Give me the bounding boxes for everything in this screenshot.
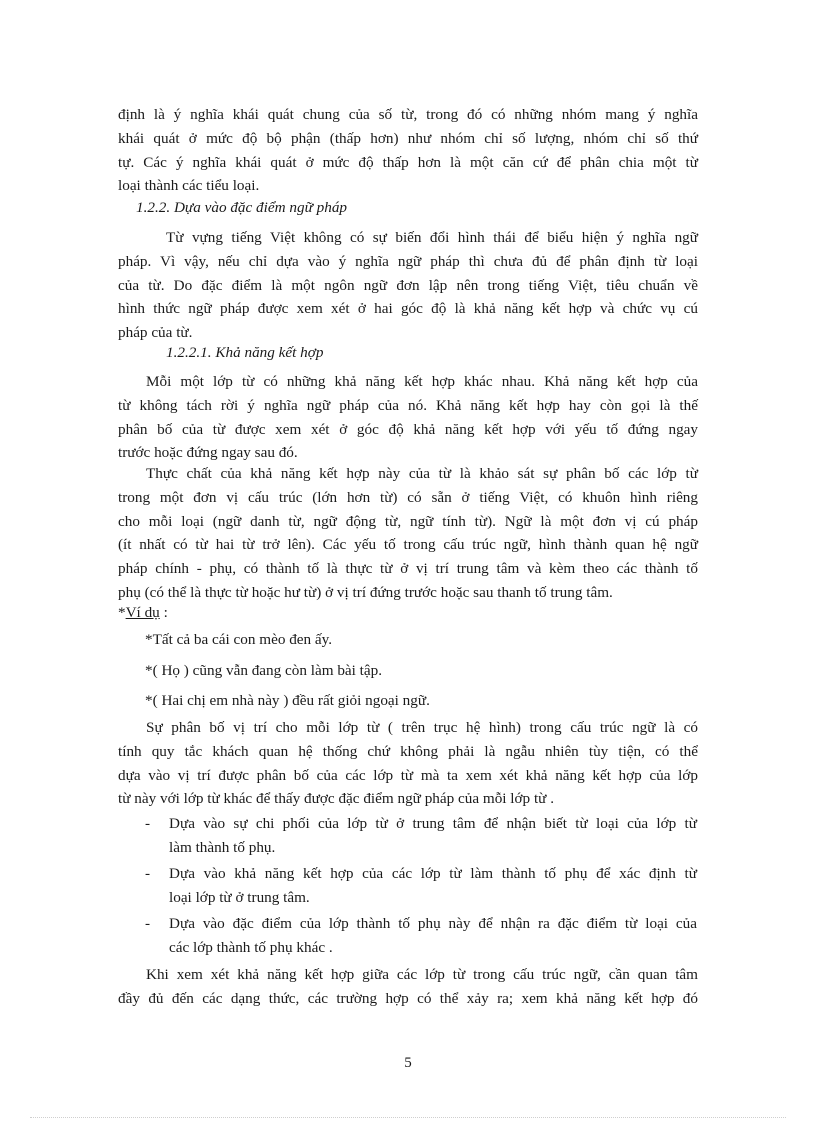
text-line: phụ (có thể là thực từ hoặc hư từ) ở vị trí đứng trước hoặc sau thanh tố trung tâm. xyxy=(118,583,613,601)
text-line: Dựa vào sự chi phối của lớp từ ở trung tâm để nhận biết từ loại của lớp từ xyxy=(169,815,697,832)
page-number: 5 xyxy=(404,1055,412,1071)
example-item: *( Hai chị em nhà này ) đều rất giỏi ngoại ngữ. xyxy=(145,692,430,709)
paragraph-distribution xyxy=(118,462,698,605)
bullet-item xyxy=(145,812,705,860)
text-line: tính quy tắc khách quan hệ thống chứ không phải là ngẫu nhiên tùy tiện, có thể xyxy=(118,742,698,760)
text-line: trước hoặc đứng ngay sau đó. xyxy=(118,444,298,462)
text-line: trong một đơn vị cấu trúc (lớn hơn từ) có sẵn ở tiếng Việt, có khuôn hình riêng xyxy=(118,488,698,506)
text-line: pháp của từ. xyxy=(118,324,193,342)
text-line: (ít nhất có từ hai từ trở lên). Các yếu tố trong cấu trúc ngữ, hình thành quan hệ ngữ xyxy=(118,536,698,554)
text-line: hình thức ngữ pháp được xem xét ở hai góc độ là khả năng kết hợp và chức vụ cú xyxy=(118,300,698,318)
text-line: Từ vựng tiếng Việt không có sự biến đổi hình thái để biểu hiện ý nghĩa ngữ xyxy=(166,229,698,246)
text-line: làm thành tố phụ. xyxy=(169,838,276,856)
bullet-dash: - xyxy=(145,815,151,832)
text-line: từ này với lớp từ khác để thấy được đặc điểm ngữ pháp của mỗi lớp từ . xyxy=(118,790,554,808)
bullet-dash: - xyxy=(145,915,151,932)
bullet-text xyxy=(169,912,697,960)
example-label-text: Ví dụ xyxy=(125,604,160,621)
paragraph-position-rules xyxy=(118,716,698,811)
text-line: loại lớp từ ở trung tâm. xyxy=(169,888,310,906)
subsection-heading: 1.2.2.1. Khả năng kết hợp xyxy=(166,344,324,361)
text-line: pháp chính - phụ, có thành tố là thực từ ở vị trí trung tâm và kèm theo các thành tố xyxy=(118,560,698,578)
page-bottom-divider xyxy=(30,1117,786,1118)
text-line: phân bố của từ được xem xét ở góc độ khả năng kết hợp với yếu tố đứng ngay xyxy=(118,420,698,438)
bullet-item xyxy=(145,862,705,910)
text-line: đầy đủ đến các dạng thức, các trường hợp có thể xảy ra; xem khả năng kết hợp đó xyxy=(118,989,698,1007)
text-line: Thực chất của khả năng kết hợp này của từ là khảo sát sự phân bố các lớp từ xyxy=(146,465,698,482)
text-line: pháp. Vì vậy, nếu chỉ dựa vào ý nghĩa ngữ pháp thì chưa đủ để phân định từ loại xyxy=(118,252,698,270)
text-line: loại thành các tiểu loại. xyxy=(118,177,260,195)
bullet-item xyxy=(145,912,705,960)
bullet-text xyxy=(169,862,697,910)
section-heading: 1.2.2. Dựa vào đặc điểm ngữ pháp xyxy=(136,199,348,216)
example-item: *( Họ ) cũng vẫn đang còn làm bài tập. xyxy=(145,662,383,679)
example-label-suffix: : xyxy=(159,604,168,621)
example-item: *Tất cả ba cái con mèo đen ấy. xyxy=(145,631,333,648)
text-line: định là ý nghĩa khái quát chung của số từ, trong đó có những nhóm mang ý nghĩa xyxy=(118,106,698,123)
paragraph-continuation xyxy=(118,103,698,198)
text-line: Sự phân bố vị trí cho mỗi lớp từ ( trên trục hệ hình) trong cấu trúc ngữ là có xyxy=(146,719,698,736)
text-line: Mỗi một lớp từ có những khả năng kết hợp khác nhau. Khả năng kết hợp của xyxy=(146,373,698,390)
bullet-text xyxy=(169,812,697,860)
text-line: cho mỗi loại (ngữ danh từ, ngữ động từ, ngữ tính từ). Ngữ là một đơn vị cú pháp xyxy=(118,512,698,530)
text-line: Khi xem xét khả năng kết hợp giữa các lớp từ trong cấu trúc ngữ, cần quan tâm xyxy=(146,966,698,983)
paragraph-forms xyxy=(118,963,698,1011)
text-line: từ không tách rời ý nghĩa ngữ pháp của nó. Khả năng kết hợp hay còn gọi là thế xyxy=(118,396,698,414)
text-line: của từ. Do đặc điểm là một ngôn ngữ đơn lập nên trong tiếng Việt, tiêu chuẩn về xyxy=(118,276,698,294)
text-line: tự. Các ý nghĩa khái quát ở mức độ thấp hơn là một căn cứ để phân chia một từ xyxy=(118,153,698,171)
text-line: các lớp thành tố phụ khác . xyxy=(169,938,333,956)
bullet-dash: - xyxy=(145,865,151,882)
example-label-prefix: * xyxy=(118,604,126,621)
text-line: dựa vào vị trí được phân bố của các lớp từ mà ta xem xét khả năng kết hợp của lớp xyxy=(118,766,698,784)
paragraph-grammar-features xyxy=(118,226,698,345)
example-label xyxy=(118,601,168,625)
text-line: Dựa vào khả năng kết hợp của các lớp từ làm thành tố phụ để xác định từ xyxy=(169,865,697,882)
text-line: Dựa vào đặc điểm của lớp thành tố phụ này để nhận ra đặc điểm từ loại của xyxy=(169,915,697,932)
text-line: khái quát ở mức độ bộ phận (thấp hơn) như nhóm chỉ số lượng, nhóm chỉ số thứ xyxy=(118,129,698,147)
paragraph-combinability xyxy=(118,370,698,465)
